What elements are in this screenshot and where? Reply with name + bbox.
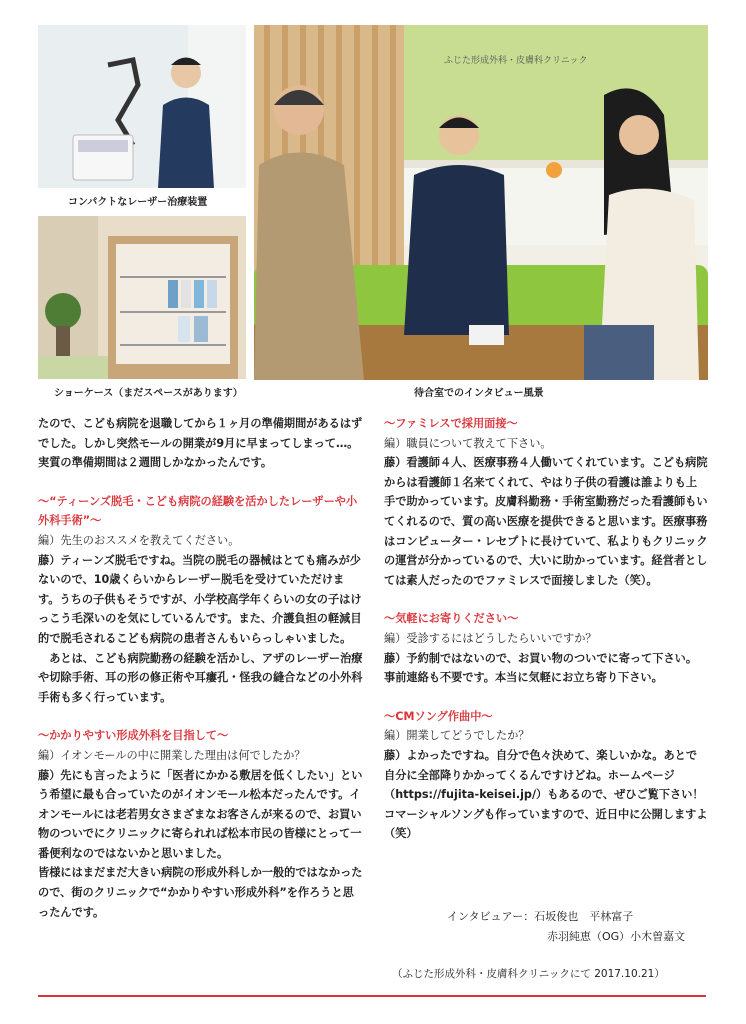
waiting-room-illustration — [254, 25, 708, 380]
showcase-caption: ショーケース（まだスペースがあります） — [54, 388, 243, 399]
answer-opening: 藤）よかったですね。自分で色々決めて、楽しいかな。あとで自分に全部降りかかってくるんですけどね。ホームページ（https://fujita-keisei.jp/）もあるので、ぜひご覧下さい！コマーシャルソングも作っていますので、近日中に公開しますよ（笑） — [384, 748, 708, 841]
laser-device-photo — [38, 25, 246, 188]
answer-recommend: 藤）ティーンズ脱毛ですね。当院の脱毛の器械はとても痛みが少ないので、10歳くらいからレーザー脱毛を受けていただけます。うちの子供もそうですが、小学校高学年くらいの女の子はけっこう毛深いのを気にしているんです。また、介護負担の軽減目的で脱毛されるこども病院の患者さんもいらっしゃいました。 — [38, 553, 362, 645]
answer-aeon-2: 皆様にはまだまだ大きい病院の形成外科しか一般的ではなかったので、街のクリニックで“かかりやすい形成外科”を作ろうと思ったんです。 — [38, 866, 363, 919]
answer-aeon: 藤）先にも言ったように「医者にかかる敷居を低くしたい」という希望に最も合っていたのがイオンモール松本だったんです。イオンモールには老若男女さまざまなお客さんが来るので、お買い物のついでにクリニックに寄られれば松本市民の皆様にとって一番便利なのではないかと思いました。 — [38, 768, 363, 860]
section-heading-visit: ～気軽にお寄りください～ — [384, 612, 519, 626]
right-column — [384, 414, 708, 844]
question-staff: 編）職員について教えて下さい。 — [384, 436, 552, 450]
question-recommend: 編）先生のおススメを教えてください。 — [38, 533, 240, 547]
answer-recommend-2: あとは、こども病院勤務の経験を活かし、アザのレーザー治療や切除手術、耳の形の修正術や耳瘻孔・怪我の縫合などの小外科手術も多く行っています。 — [38, 651, 363, 704]
footer-note: （ふじた形成外科・皮膚科クリニックにて 2017.10.21） — [392, 968, 665, 980]
showcase-illustration — [38, 216, 246, 379]
intro-paragraph: たので、こども病院を退職してから１ヶ月の準備期間があるはずでした。しかし突然モールの開業が9月に早まってしまって…。実質の準備期間は２週間しかなかったんです。 — [38, 417, 363, 470]
section-heading-teens: ～“ティーンズ脱毛・こども病院の経験を活かしたレーザーや小外科手術”～ — [38, 494, 358, 528]
waiting-room-caption: 待合室でのインタビュー風景 — [414, 388, 544, 399]
question-visit: 編）受診するにはどうしたらいいですか？ — [384, 631, 597, 645]
answer-staff: 藤）看護師４人、医療事務４人働いてくれています。こども病院からは看護師１名来てくれて、やはり子供の看護は誰よりも上手で助かっています。皮膚科勤務・手術室勤務だった看護師もいてくれるので、質の高い医療を提供できると思います。医療事務はコンピューター・レセプトに長けていて、私よりもクリニックの運営が分かっているので、大いに助かっています。経営者としては素人だったのでファミレスで面接しました（笑）。 — [384, 456, 708, 587]
section-heading-cm-song: ～CMソング作曲中～ — [384, 709, 493, 723]
showcase-photo — [38, 216, 246, 379]
credits-line-2: 赤羽純恵（OG）小木曽嘉文 — [547, 930, 686, 943]
interviewer-credits — [447, 907, 685, 947]
section-heading-accessible: ～かかりやすい形成外科を目指して～ — [38, 729, 229, 743]
waiting-room-photo — [254, 25, 708, 380]
question-aeon: 編）イオンモールの中に開業した理由は何でしたか？ — [38, 748, 306, 762]
question-opening: 編）開業してどうでしたか？ — [384, 729, 530, 743]
credits-line-1: インタビュアー：石坂俊也 平林富子 — [447, 910, 634, 923]
laser-device-illustration — [38, 25, 246, 188]
laser-caption: コンパクトなレーザー治療装置 — [68, 197, 208, 208]
left-column — [38, 414, 365, 922]
section-heading-interview: ～ファミレスで採用面接～ — [384, 417, 518, 430]
answer-visit: 藤）予約制ではないので、お買い物のついでに寄って下さい。事前連絡も不要です。本当に気軽にお立ち寄り下さい。 — [384, 651, 698, 685]
footer-divider — [38, 995, 706, 997]
clinic-sign: ふじた形成外科・皮膚科クリニック — [444, 56, 588, 66]
